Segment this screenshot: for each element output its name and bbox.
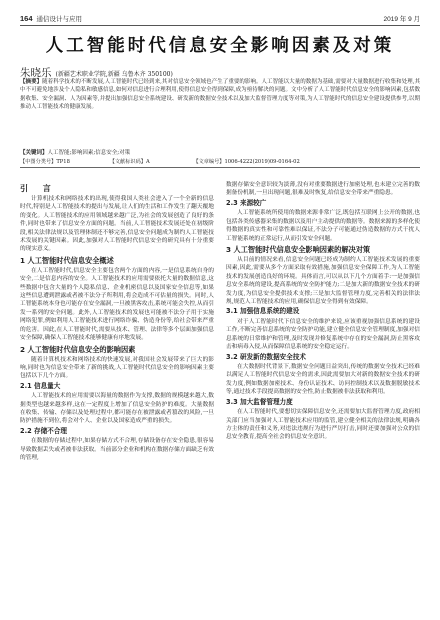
section-3-paragraph: 从目前的情况来看,信息安全问题已经成为制约人工智能技术发展的重要因素,因此,需要从多个方面采取有效措施,加强信息安全保障工作,为人工智能技术的发展创造良好的环境。具体而言,可以从以下几个方面着手:一是加强信息安全系统的建设,提高系统的安全防护能力;二是加大新的数据安全技术的研发力度,为信息安全提供技术支撑;三是加大监督管理力度,完善相关的法律法规,规范人工智能技术的应用,确保信息安全得到有效保障。: [226, 256, 420, 305]
section-3-1-paragraph: 对于人工智能时代下信息安全的维护来说,应该重视加强信息系统的建设工作,不断完善信息系统的安全防护功能,建立健全信息安全管理制度,加强对信息系统的日常维护和管理,及时发现并修复系统中存在的安全漏洞,防止黑客攻击和病毒入侵,从而保障信息系统的安全稳定运行。: [226, 318, 420, 351]
abstract-text: 随着科学技术的不断发展,人工智能时代已经到来,其对信息安全领域也产生了重要的影响。人工智能以大量的数据为基础,需要对大量数据进行收集和处理,其中不可避免地涉及个人隐私和敏感信息,如何对信息进行合理利用,使得信息安全得到保障,成为亟待解决的问题。文中分析了人工智能时代信息安全的影响因素,包括数据收集、安全漏洞、人为因素等,并提出加强信息安全系统建设、研发新的数据安全技术以及加大监督管理力度等对策,为人工智能时代的信息安全建设提供参考,以期推动人工智能技术的健康发展。: [20, 79, 420, 110]
section-2-1-heading: 2.1 信息量大: [20, 381, 61, 390]
section-1-paragraph: 在人工智能时代,信息安全主要包含两个方面的内容,一是信息系统自身的安全,二是信息内容的安全。人工智能技术的应用需要依托大量的数据信息,这些数据中包含大量的个人隐私信息、企业机密信息以及国家安全信息等,如果这些信息遭到泄露或者被不法分子所利用,将会造成不可估量的损失。同时,人工智能系统本身也可能存在安全漏洞,一旦被黑客攻击,系统可能会失控,从而引发一系列的安全问题。此外,人工智能技术的发展也可能被不法分子用于实施网络犯罪,例如利用人工智能技术进行网络诈骗、伪造身份等,给社会带来严重的危害。因此,在人工智能时代,需要从技术、管理、法律等多个层面加强信息安全保障,确保人工智能技术能够健康有序地发展。: [20, 267, 214, 342]
doc-code-field: [110, 158, 192, 166]
keywords-text: 人工智能;影响因素;信息安全;对策: [47, 150, 131, 156]
section-2-heading: 2 人工智能时代信息安全的影响因素: [20, 344, 136, 354]
journal-name: 通信设计与应用: [36, 16, 83, 23]
running-header: [20, 12, 420, 26]
section-3-1-heading: 3.1 加强信息系统的建设: [226, 307, 300, 316]
doc-code-label: 【文献标识码】: [109, 159, 146, 165]
intro-heading: 引 言: [20, 184, 57, 193]
doi-field: [193, 158, 309, 166]
section-2-3-paragraph: 人工智能系统所使用的数据来源非常广泛,既包括互联网上公开的数据,也包括各类传感器采集的数据以及用户主动提供的数据等。数据来源的多样化使得数据的真实性和可靠性难以保证,不法分子可能通过伪造数据的方式干扰人工智能系统的正常运行,从而引发安全问题。: [226, 210, 420, 242]
author-name: 朱晓乐: [20, 67, 52, 79]
abstract-label: 【摘要】: [20, 79, 43, 85]
right-column: [226, 181, 420, 601]
section-3-2-paragraph: 在大数据时代背景下,数据安全问题日益突出,传统的数据安全技术已经难以满足人工智能时代信息安全的需求,因此需要加大对新的数据安全技术的研发力度,例如数据加密技术、身份认证技术、访问控制技术以及数据脱敏技术等,通过技术手段提高数据的安全性,防止数据被非法获取和利用。: [226, 364, 420, 396]
keywords: [20, 149, 420, 157]
page-number: 164: [20, 14, 33, 23]
author-affiliation: (新疆艺术职业学院,新疆 乌鲁木齐 350100): [55, 71, 173, 78]
classification-row: [20, 158, 420, 168]
section-3-heading: 3 人工智能时代信息安全影响因素的解决对策: [226, 244, 371, 254]
doc-code-value: A: [145, 159, 150, 165]
article-title: 人工智能时代信息安全影响因素及对策: [45, 36, 395, 56]
issue-date: 2019 年 9 月: [383, 16, 420, 23]
doi-label: 【文章编号】: [193, 159, 225, 165]
doi-value: 1006-4222(2019)09-0164-02: [224, 159, 300, 165]
intro-paragraph: 计算机技术和网络技术的出现,使得我国人类社会进入了一个全新的信息时代,特别是人工智能技术的提出与发展,让人们的生活和工作发生了翻天覆地的变化。人工智能技术的应用领域越来越广泛,为社会的发展创造了良好的条件,同时也带来了信息安全方面的问题。当前,人工智能技术发展还处在初级阶段,相关法律法规以及管理体制还不够完善,信息安全问题成为制约人工智能技术发展的关键因素。因此,加强对人工智能时代信息安全的研究具有十分重要的现实意义。: [20, 196, 214, 253]
left-column: [20, 183, 214, 603]
clc-field: [20, 158, 108, 166]
section-2-1-paragraph: 人工智能技术的应用需要以海量的数据作为支撑,数据的规模越来越大,数据类型也越来越多样,这在一定程度上增加了信息安全防护的难度。大量数据在收集、传输、存储以及处理过程中,都可能存在被泄露或者篡改的风险,一旦防护措施不到位,将会对个人、企业以及国家造成严重的损失。: [20, 393, 214, 425]
section-2-3-heading: 2.3 来源较广: [226, 198, 267, 207]
clc-label: 【中图分类号】: [20, 159, 57, 165]
section-3-3-heading: 3.3 加大监督管理力度: [226, 397, 293, 406]
section-2-paragraph: 随着计算机技术和网络技术的快速发展,对我国社会发展带来了巨大的影响,同时也为信息安全带来了新的挑战,人工智能时代信息安全的影响因素主要包括以下几个方面。: [20, 356, 214, 380]
header-left: [20, 14, 82, 23]
abstract: [20, 78, 420, 111]
section-1-heading: 1 人工智能时代信息安全概述: [20, 255, 114, 265]
clc-value: TP18: [56, 159, 70, 165]
section-3-2-heading: 3.2 研发新的数据安全技术: [226, 352, 306, 361]
keywords-label: 【关键词】: [20, 150, 48, 156]
section-3-3-paragraph: 在人工智能时代,要想切实保障信息安全,还需要加大监督管理力度,政府相关部门应当加强对人工智能技术应用的监管,建立健全相关的法律法规,明确各方主体的责任和义务,对违法违规行为进行严厉打击,同时还要加强对公众的信息安全教育,提高全社会的信息安全意识。: [226, 409, 420, 441]
continued-paragraph: 数据存储安全意识较为淡薄,没有对重要数据进行加密处理,也未建立完善的数据备份机制,一旦出现问题,很难及时恢复,给信息安全带来严重隐患。: [226, 182, 420, 197]
section-2-2-paragraph: 在数据的存储过程中,如果存储方式不合理,存储设备存在安全隐患,很容易导致数据丢失或者被非法获取。当前部分企业和机构在数据存储方面缺乏有效的管理,: [20, 438, 214, 462]
section-2-2-heading: 2.2 存储不合理: [20, 426, 67, 435]
